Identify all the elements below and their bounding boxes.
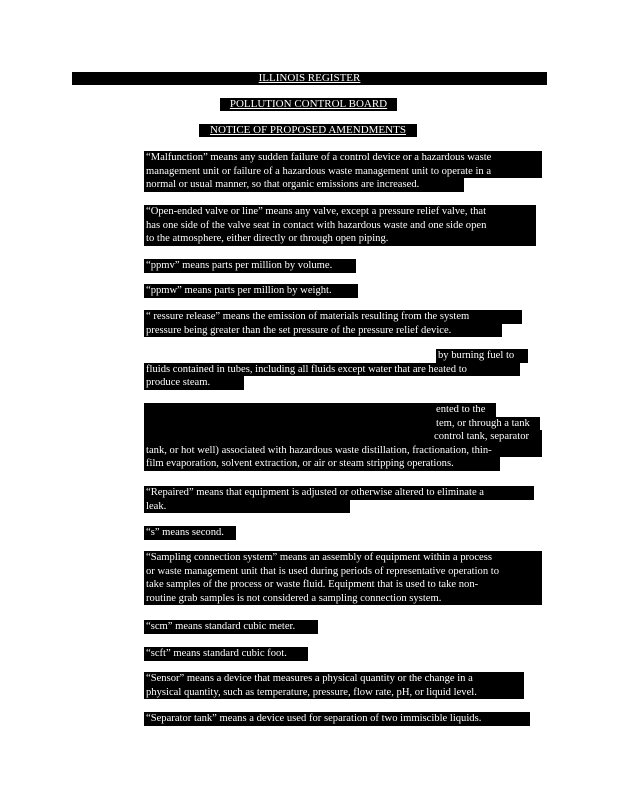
board-header bbox=[220, 98, 397, 111]
redaction-bar bbox=[144, 417, 434, 431]
text-line: “Repaired” means that equipment is adjusted or otherwise altered to eliminate a bbox=[144, 486, 534, 500]
definition-scm bbox=[144, 620, 318, 634]
text-line: “scm” means standard cubic meter. bbox=[144, 620, 318, 634]
text-line: routine grab samples is not considered a sampling connection system. bbox=[144, 592, 542, 606]
definition-malfunction bbox=[144, 151, 542, 192]
text-line: or waste management unit that is used during periods of representative operation to bbox=[144, 565, 542, 579]
text-line: “scft” means standard cubic foot. bbox=[144, 647, 308, 661]
text-line: leak. bbox=[144, 500, 350, 514]
text-line: “Sensor” means a device that measures a physical quantity or the change in a bbox=[144, 672, 524, 686]
definition-open-ended-valve bbox=[144, 205, 536, 246]
definition-repaired bbox=[144, 486, 534, 513]
definition-separator-tank bbox=[144, 712, 530, 726]
text-line: “ ressure release” means the emission of materials resulting from the system bbox=[144, 310, 522, 324]
text-line: “s” means second. bbox=[144, 526, 236, 540]
text-line: “ppmw” means parts per million by weight. bbox=[144, 284, 358, 298]
definition-scft bbox=[144, 647, 308, 661]
text-line: to the atmosphere, either directly or through open piping. bbox=[144, 232, 536, 246]
definition-sensor bbox=[144, 672, 524, 699]
text-line: has one side of the valve seat in contact with hazardous waste and one side open bbox=[144, 219, 536, 233]
text-line: physical quantity, such as temperature, pressure, flow rate, pH, or liquid level. bbox=[144, 686, 524, 700]
text-line: produce steam. bbox=[144, 376, 244, 390]
text-line: tank, or hot well) associated with hazardous waste distillation, fractionation, thin- bbox=[144, 444, 542, 458]
text-line: management unit or failure of a hazardous waste management unit to operate in a bbox=[144, 165, 542, 179]
register-header bbox=[72, 72, 547, 85]
text-line: pressure being greater than the set pressure of the pressure relief device. bbox=[144, 324, 502, 338]
definition-sampling-connection-system bbox=[144, 551, 542, 605]
text-line: “Open-ended valve or line” means any valve, except a pressure relief valve, that bbox=[144, 205, 536, 219]
text-line: “ppmv” means parts per million by volume. bbox=[144, 259, 356, 273]
definition-ppmv bbox=[144, 259, 356, 273]
text-line: “Sampling connection system” means an assembly of equipment within a process bbox=[144, 551, 542, 565]
definition-process-heater bbox=[144, 349, 528, 390]
text-fragment: control tank, separator bbox=[432, 430, 542, 444]
text-fragment: ented to the bbox=[434, 403, 496, 417]
notice-title: NOTICE OF PROPOSED AMENDMENTS bbox=[210, 124, 406, 136]
text-line: fluids contained in tubes, including all fluids except water that are heated to bbox=[144, 363, 520, 377]
redaction-bar bbox=[144, 403, 434, 417]
definition-second bbox=[144, 526, 236, 540]
board-title: POLLUTION CONTROL BOARD bbox=[229, 98, 388, 110]
definition-pressure-release bbox=[144, 310, 522, 337]
definition-ppmw bbox=[144, 284, 358, 298]
text-fragment: by burning fuel to bbox=[436, 349, 528, 363]
redaction-bar bbox=[144, 430, 432, 444]
definition-process-vent bbox=[144, 403, 542, 471]
text-line: film evaporation, solvent extraction, or air or steam stripping operations. bbox=[144, 457, 500, 471]
text-line: “Separator tank” means a device used for separation of two immiscible liquids. bbox=[144, 712, 530, 726]
text-line: take samples of the process or waste fluid. Equipment that is used to take non- bbox=[144, 578, 542, 592]
text-fragment: tem, or through a tank bbox=[434, 417, 540, 431]
notice-header bbox=[199, 124, 417, 137]
register-title: ILLINOIS REGISTER bbox=[258, 72, 361, 84]
text-line: normal or usual manner, so that organic emissions are increased. bbox=[144, 178, 464, 192]
text-line: “Malfunction” means any sudden failure of a control device or a hazardous waste bbox=[144, 151, 542, 165]
